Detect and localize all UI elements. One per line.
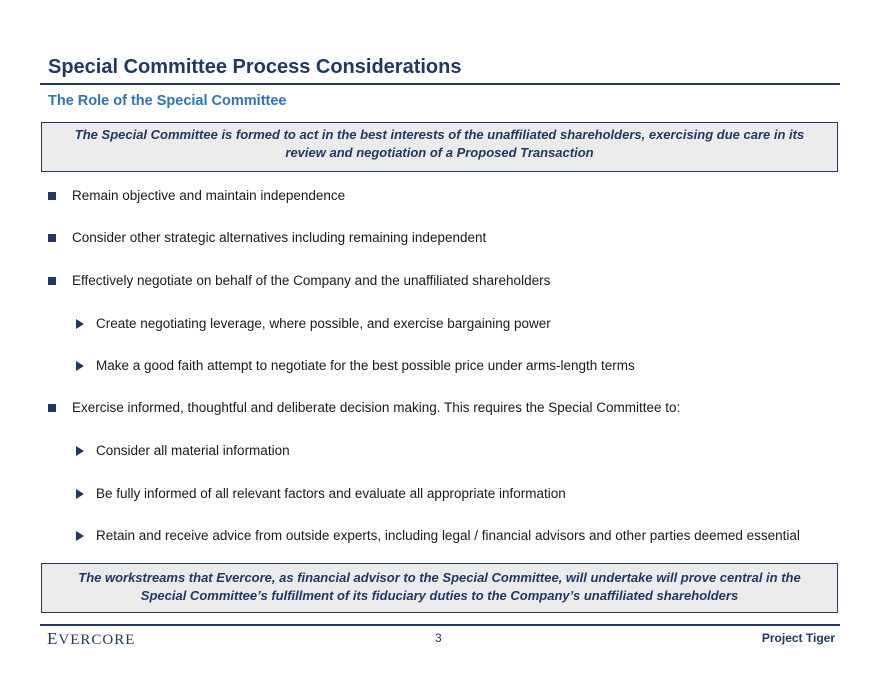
page-number: 3: [435, 631, 442, 645]
square-bullet-icon: [48, 192, 56, 200]
page-title: Special Committee Process Considerations: [48, 56, 462, 78]
triangle-bullet-icon: [76, 361, 84, 371]
intro-callout-line-1: The Special Committee is formed to act in the best interests of the unaffiliated shareholders, exercising due care in its: [74, 127, 805, 142]
sub-bullet-item: Make a good faith attempt to negotiate for the best possible price under arms-length terms: [96, 358, 635, 373]
section-subtitle: The Role of the Special Committee: [48, 93, 287, 109]
triangle-bullet-icon: [76, 319, 84, 329]
bullet-item: Remain objective and maintain independence: [72, 188, 346, 203]
square-bullet-icon: [48, 277, 56, 285]
conclusion-callout-line-2: Special Committee’s fulfillment of its fiduciary duties to the Company’s unaffiliated shareholders: [140, 588, 739, 603]
bullet-item: Effectively negotiate on behalf of the Company and the unaffiliated shareholders: [72, 273, 551, 288]
triangle-bullet-icon: [76, 446, 84, 456]
conclusion-callout-box: [41, 563, 838, 613]
square-bullet-icon: [48, 404, 56, 412]
sub-bullet-item: Consider all material information: [96, 443, 290, 458]
triangle-bullet-icon: [76, 489, 84, 499]
intro-callout-box: [41, 122, 838, 172]
bullet-item: Consider other strategic alternatives including remaining independent: [72, 230, 487, 245]
square-bullet-icon: [48, 234, 56, 242]
evercore-logo: EVERCORE: [47, 629, 136, 648]
title-divider: [40, 83, 840, 85]
project-name: Project Tiger: [761, 631, 835, 645]
bullet-item: Exercise informed, thoughtful and deliberate decision making. This requires the Special Committee to:: [72, 400, 681, 415]
conclusion-callout-line-1: The workstreams that Evercore, as financial advisor to the Special Committee, will undertake will prove central in the: [78, 570, 801, 585]
triangle-bullet-icon: [76, 531, 84, 541]
sub-bullet-item: Create negotiating leverage, where possible, and exercise bargaining power: [96, 316, 551, 331]
intro-callout-line-2: review and negotiation of a Proposed Transaction: [285, 145, 594, 160]
footer-divider: [40, 624, 840, 626]
sub-bullet-item: Retain and receive advice from outside experts, including legal / financial advisors and other parties deemed essential: [96, 528, 800, 543]
sub-bullet-item: Be fully informed of all relevant factors and evaluate all appropriate information: [96, 486, 566, 501]
